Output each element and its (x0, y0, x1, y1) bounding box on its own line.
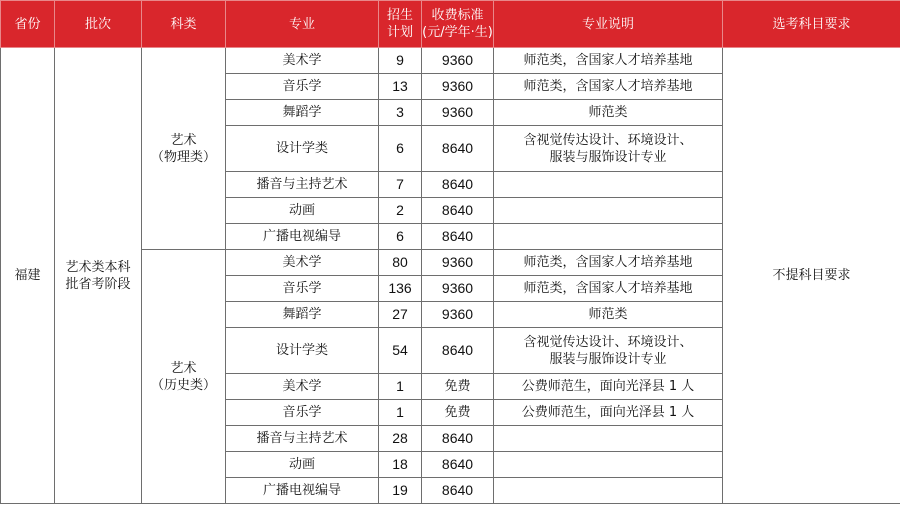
fee-cell: 免费 (422, 374, 494, 400)
note-cell (494, 126, 723, 172)
category-line2: （历史类） (150, 377, 216, 393)
header-note: 专业说明 (494, 1, 723, 48)
major-cell: 美术学 (226, 374, 379, 400)
batch-line1: 艺术类本科 (65, 259, 131, 275)
header-province: 省份 (1, 1, 55, 48)
fee-cell: 8640 (422, 126, 494, 172)
major-cell: 广播电视编导 (226, 224, 379, 250)
note-cell: 公费师范生，面向光泽县 1 人 (494, 400, 723, 426)
note-cell (494, 172, 723, 198)
note-cell (494, 224, 723, 250)
category-line1: 艺术 (170, 360, 197, 376)
major-cell: 播音与主持艺术 (226, 426, 379, 452)
major-cell: 设计学类 (226, 328, 379, 374)
major-cell: 美术学 (226, 250, 379, 276)
note-line2: 服装与服饰设计专业 (549, 351, 667, 367)
quota-cell: 6 (379, 224, 422, 250)
major-cell: 音乐学 (226, 400, 379, 426)
note-cell: 师范类，含国家人才培养基地 (494, 276, 723, 302)
quota-cell: 1 (379, 400, 422, 426)
major-cell: 动画 (226, 452, 379, 478)
batch-cell (55, 48, 142, 504)
quota-cell: 7 (379, 172, 422, 198)
category-cell-physics (142, 48, 226, 250)
note-cell: 师范类 (494, 302, 723, 328)
fee-cell: 9360 (422, 100, 494, 126)
major-cell: 音乐学 (226, 74, 379, 100)
fee-cell: 8640 (422, 452, 494, 478)
category-cell-history (142, 250, 226, 504)
major-cell: 舞蹈学 (226, 302, 379, 328)
header-fee-line1: 收费标准 (431, 8, 484, 23)
note-cell (494, 478, 723, 504)
quota-cell: 136 (379, 276, 422, 302)
note-cell (494, 426, 723, 452)
header-major: 专业 (226, 1, 379, 48)
header-category: 科类 (142, 1, 226, 48)
fee-cell: 9360 (422, 276, 494, 302)
fee-cell: 9360 (422, 48, 494, 74)
header-fee-line2: (元/学年·生) (422, 25, 493, 40)
fee-cell: 8640 (422, 172, 494, 198)
quota-cell: 18 (379, 452, 422, 478)
quota-cell: 13 (379, 74, 422, 100)
header-quota (379, 1, 422, 48)
major-cell: 美术学 (226, 48, 379, 74)
major-cell: 动画 (226, 198, 379, 224)
category-line1: 艺术 (170, 132, 197, 148)
province-cell: 福建 (1, 48, 55, 504)
fee-cell: 9360 (422, 74, 494, 100)
header-row (1, 1, 900, 48)
quota-cell: 80 (379, 250, 422, 276)
header-quota-line2: 计划 (386, 25, 413, 40)
header-batch: 批次 (55, 1, 142, 48)
batch-line2: 批省考阶段 (65, 276, 131, 292)
note-cell (494, 452, 723, 478)
note-cell: 公费师范生，面向光泽县 1 人 (494, 374, 723, 400)
major-cell: 音乐学 (226, 276, 379, 302)
fee-cell: 8640 (422, 478, 494, 504)
fee-cell: 8640 (422, 328, 494, 374)
quota-cell: 28 (379, 426, 422, 452)
quota-cell: 19 (379, 478, 422, 504)
header-subject-requirement: 选考科目要求 (723, 1, 900, 48)
quota-cell: 6 (379, 126, 422, 172)
fee-cell: 8640 (422, 224, 494, 250)
major-cell: 广播电视编导 (226, 478, 379, 504)
table-row (1, 48, 900, 74)
note-line1: 含视觉传达设计、环境设计、 (523, 132, 693, 148)
fee-cell: 8640 (422, 426, 494, 452)
fee-cell: 9360 (422, 302, 494, 328)
note-cell: 师范类，含国家人才培养基地 (494, 48, 723, 74)
note-line1: 含视觉传达设计、环境设计、 (523, 334, 693, 350)
quota-cell: 54 (379, 328, 422, 374)
note-cell: 师范类，含国家人才培养基地 (494, 74, 723, 100)
fee-cell: 9360 (422, 250, 494, 276)
note-cell: 师范类，含国家人才培养基地 (494, 250, 723, 276)
major-cell: 设计学类 (226, 126, 379, 172)
major-cell: 播音与主持艺术 (226, 172, 379, 198)
fee-cell: 免费 (422, 400, 494, 426)
quota-cell: 9 (379, 48, 422, 74)
subject-requirement-cell: 不提科目要求 (723, 48, 900, 504)
quota-cell: 27 (379, 302, 422, 328)
note-cell (494, 198, 723, 224)
quota-cell: 1 (379, 374, 422, 400)
note-line2: 服装与服饰设计专业 (549, 149, 667, 165)
fee-cell: 8640 (422, 198, 494, 224)
note-cell (494, 328, 723, 374)
major-cell: 舞蹈学 (226, 100, 379, 126)
header-quota-line1: 招生 (386, 8, 413, 23)
header-fee (422, 1, 494, 48)
category-line2: （物理类） (150, 149, 216, 165)
quota-cell: 2 (379, 198, 422, 224)
quota-cell: 3 (379, 100, 422, 126)
note-cell: 师范类 (494, 100, 723, 126)
